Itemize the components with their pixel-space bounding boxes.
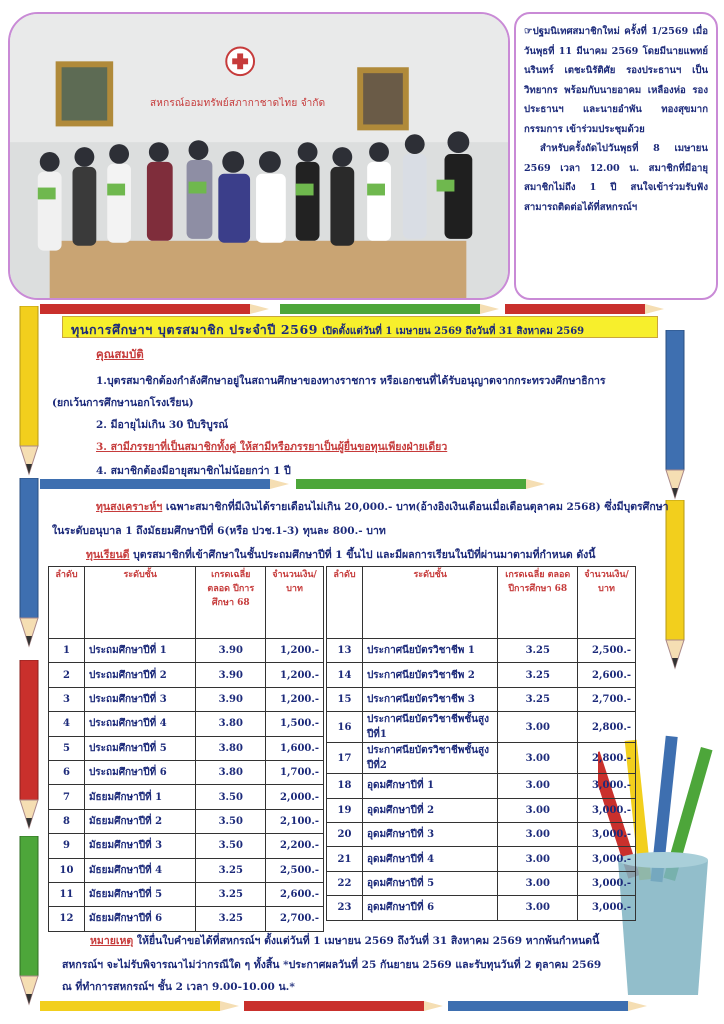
cell-amount: 2,800.- <box>578 712 636 743</box>
table-row <box>327 798 636 822</box>
table-row <box>327 871 636 895</box>
cell-gpa: 3.90 <box>196 639 266 663</box>
table-row <box>327 822 636 846</box>
cell-level: ประกาศนียบัตรวิชาชีพ 3 <box>362 687 498 711</box>
cell-gpa: 3.00 <box>498 774 578 798</box>
col-header-no: ลำดับ <box>49 567 85 639</box>
qualifications-heading: คุณสมบัติ <box>96 347 144 361</box>
qualification-4: 4. สมาชิกต้องมีอายุสมาชิกไม่น้อยกว่า 1 ปี <box>96 465 291 477</box>
table-row <box>49 736 324 760</box>
blue-pencil-right-icon <box>664 330 686 500</box>
cell-no: 20 <box>327 822 363 846</box>
merit-grant-text: บุตรสมาชิกที่เข้าศึกษาในชั้นประถมศึกษาปีที่ 1 ขึ้นไป และมีผลการเรียนในปีที่ผ่านมาตามที่กำหนด ดังนี้ <box>129 549 596 561</box>
cell-level: ประถมศึกษาปีที่ 3 <box>84 687 195 711</box>
cell-gpa: 3.25 <box>498 639 578 663</box>
scholarship-title: ทุนการศึกษาฯ บุตรสมาชิก ประจำปี 2569 <box>71 322 319 337</box>
cell-level: ประกาศนียบัตรวิชาชีพชั้นสูงปีที่2 <box>362 743 498 774</box>
qualification-1-note: (ยกเว้นการศึกษานอกโรงเรียน) <box>52 397 194 409</box>
cell-amount: 2,500.- <box>578 639 636 663</box>
red-pencil-icon <box>18 660 40 830</box>
table-row <box>49 639 324 663</box>
scholarship-table-left <box>48 566 324 932</box>
cell-level: อุดมศึกษาปีที่ 2 <box>362 798 498 822</box>
bottom-blue-pencil-icon <box>448 1000 648 1012</box>
welfare-grant-text-1: เฉพาะสมาชิกที่มีเงินได้รายเดือนไม่เกิน 20,000.- บาท(อ้างอิงเงินเดือนเมื่อเดือนตุลาคม 2568) ซึ่งมีบุตรศึกษา <box>162 501 669 513</box>
cell-amount: 3,000.- <box>578 774 636 798</box>
remark-line-2: สหกรณ์ฯ จะไม่รับพิจารณาไม่ว่ากรณีใด ๆ ทั้งสิ้น *ประกาศผลวันที่ 25 กันยายน 2569 และรับทุนวันที่ 2 ตุลาคม 2569 <box>62 959 602 971</box>
cell-amount: 2,200.- <box>266 834 324 858</box>
table-row <box>327 663 636 687</box>
cell-level: ประถมศึกษาปีที่ 4 <box>84 712 195 736</box>
cell-amount: 2,600.- <box>266 882 324 906</box>
cell-no: 19 <box>327 798 363 822</box>
qualification-3: 3. สามีภรรยาที่เป็นสมาชิกทั้งคู่ ให้สามีหรือภรรยาเป็นผู้ยื่นขอทุนเพียงฝ่ายเดียว <box>96 441 448 453</box>
cell-level: ประถมศึกษาปีที่ 2 <box>84 663 195 687</box>
cell-no: 9 <box>49 834 85 858</box>
group-photo <box>8 12 510 300</box>
horizontal-red-pencil-2-icon <box>505 303 665 315</box>
table-row <box>49 907 324 931</box>
cell-level: มัธยมศึกษาปีที่ 3 <box>84 834 195 858</box>
cell-gpa: 3.50 <box>196 834 266 858</box>
cell-no: 6 <box>49 760 85 784</box>
cell-no: 2 <box>49 663 85 687</box>
qualification-2: 2. มีอายุไม่เกิน 30 ปีบริบูรณ์ <box>96 419 229 431</box>
cell-no: 17 <box>327 743 363 774</box>
welfare-grant-label: ทุนสงเคราะห์ฯ <box>96 501 163 513</box>
cell-amount: 1,200.- <box>266 639 324 663</box>
cell-gpa: 3.00 <box>498 798 578 822</box>
cell-gpa: 3.25 <box>196 858 266 882</box>
cell-level: ประถมศึกษาปีที่ 6 <box>84 760 195 784</box>
cell-level: มัธยมศึกษาปีที่ 2 <box>84 809 195 833</box>
table-row <box>327 743 636 774</box>
merit-grant-label: ทุนเรียนดี <box>86 549 130 561</box>
qualification-1: 1.บุตรสมาชิกต้องกำลังศึกษาอยู่ในสถานศึกษาของทางราชการ หรือเอกชนที่ได้รับอนุญาตจากกระทรวงศึกษาธิการ <box>96 375 606 387</box>
notice-paragraph-2: สำหรับครั้งถัดไปวันพุธที่ 8 เมษายน 2569 เวลา 12.00 น. สมาชิกที่มีอายุสมาชิกไม่ถึง 1 ปี สนใจเข้าร่วมรับฟังสามารถติดต่อได้ที่สหกรณ์ฯ <box>524 143 708 213</box>
cell-amount: 2,600.- <box>578 663 636 687</box>
cell-amount: 2,700.- <box>266 907 324 931</box>
cell-amount: 1,200.- <box>266 663 324 687</box>
cell-amount: 3,000.- <box>578 822 636 846</box>
cell-no: 15 <box>327 687 363 711</box>
col-header-amount: จำนวนเงิน/ บาท <box>266 567 324 639</box>
cell-level: ประถมศึกษาปีที่ 5 <box>84 736 195 760</box>
scholarship-title-bar <box>62 316 658 338</box>
table-row <box>49 663 324 687</box>
cell-no: 3 <box>49 687 85 711</box>
cell-amount: 3,000.- <box>578 871 636 895</box>
col-header-gpa: เกรดเฉลี่ย ตลอด ปีการศึกษา 68 <box>196 567 266 639</box>
cell-gpa: 3.80 <box>196 736 266 760</box>
col-header-amount: จำนวนเงิน/ บาท <box>578 567 636 639</box>
horizontal-red-pencil-icon <box>40 303 270 315</box>
cell-gpa: 3.00 <box>498 896 578 920</box>
cell-no: 4 <box>49 712 85 736</box>
cell-gpa: 3.25 <box>498 687 578 711</box>
welfare-grant-text-2: ในระดับอนุบาล 1 ถึงมัธยมศึกษาปีที่ 6(หรือ ปวช.1-3) ทุนละ 800.- บาท <box>52 525 386 537</box>
blue-pencil-icon <box>18 478 40 648</box>
cell-no: 1 <box>49 639 85 663</box>
cell-amount: 2,000.- <box>266 785 324 809</box>
notice-paragraph-1: ☞ปฐมนิเทศสมาชิกใหม่ ครั้งที่ 1/2569 เมื่อวันพุธที่ 11 มีนาคม 2569 โดยมีนายแพทย์นรินทร์ เตชะนิรัติศัย รองประธานฯ เป็นวิทยากร พร้อมกับนายอาคม เหลืองห่อ รองประธานฯ และนายอำพัน ทองสุขมาก กรรมการ เข้าร่วมประชุมด้วย <box>524 26 708 135</box>
cell-no: 22 <box>327 871 363 895</box>
cell-amount: 2,500.- <box>266 858 324 882</box>
cell-level: ประกาศนียบัตรวิชาชีพชั้นสูงปีที่1 <box>362 712 498 743</box>
cell-level: อุดมศึกษาปีที่ 6 <box>362 896 498 920</box>
table-row <box>49 882 324 906</box>
scholarship-table-right <box>326 566 636 921</box>
table-row <box>327 896 636 920</box>
green-pencil-icon <box>18 836 40 1006</box>
cell-level: อุดมศึกษาปีที่ 1 <box>362 774 498 798</box>
scholarship-dates: เปิดตั้งแต่วันที่ 1 เมษายน 2569 ถึงวันที่ 31 สิงหาคม 2569 <box>322 326 585 337</box>
cell-no: 13 <box>327 639 363 663</box>
cell-gpa: 3.00 <box>498 712 578 743</box>
col-header-no: ลำดับ <box>327 567 363 639</box>
table-row <box>49 834 324 858</box>
orientation-notice <box>514 12 718 300</box>
table-row <box>327 687 636 711</box>
cell-gpa: 3.80 <box>196 712 266 736</box>
cell-no: 11 <box>49 882 85 906</box>
horizontal-blue-pencil-icon <box>40 478 290 490</box>
cell-gpa: 3.25 <box>196 907 266 931</box>
table-row <box>49 858 324 882</box>
remark-text-1: ให้ยื่นใบคำขอได้ที่สหกรณ์ฯ ตั้งแต่วันที่ 1 เมษายน 2569 ถึงวันที่ 31 สิงหาคม 2569 หากพ้นกำหนดนี้ <box>133 935 600 947</box>
table-row <box>327 774 636 798</box>
cell-gpa: 3.25 <box>196 882 266 906</box>
cell-level: ประถมศึกษาปีที่ 1 <box>84 639 195 663</box>
cell-level: มัธยมศึกษาปีที่ 1 <box>84 785 195 809</box>
group-photo-illustration <box>10 14 508 298</box>
office-sign: สหกรณ์ออมทรัพย์สภากาชาดไทย จำกัด <box>150 98 326 109</box>
cell-gpa: 3.00 <box>498 871 578 895</box>
cell-gpa: 3.50 <box>196 809 266 833</box>
cell-no: 8 <box>49 809 85 833</box>
cell-no: 10 <box>49 858 85 882</box>
table-row <box>49 712 324 736</box>
table-row <box>49 687 324 711</box>
cell-gpa: 3.00 <box>498 847 578 871</box>
cell-amount: 3,000.- <box>578 847 636 871</box>
cell-amount: 1,500.- <box>266 712 324 736</box>
cell-no: 12 <box>49 907 85 931</box>
remark-line-3: ณ ที่ทำการสหกรณ์ฯ ชั้น 2 เวลา 9.00-10.00 น.* <box>62 981 295 993</box>
cell-level: มัธยมศึกษาปีที่ 4 <box>84 858 195 882</box>
table-row <box>49 760 324 784</box>
cell-no: 18 <box>327 774 363 798</box>
cell-level: อุดมศึกษาปีที่ 5 <box>362 871 498 895</box>
cell-amount: 2,800.- <box>578 743 636 774</box>
col-header-level: ระดับชั้น <box>362 567 498 639</box>
cell-no: 21 <box>327 847 363 871</box>
remark-line-1 <box>90 932 599 949</box>
cell-gpa: 3.90 <box>196 663 266 687</box>
cell-no: 7 <box>49 785 85 809</box>
cell-level: มัธยมศึกษาปีที่ 5 <box>84 882 195 906</box>
cell-no: 5 <box>49 736 85 760</box>
cell-no: 23 <box>327 896 363 920</box>
cell-gpa: 3.25 <box>498 663 578 687</box>
cell-no: 14 <box>327 663 363 687</box>
col-header-gpa: เกรดเฉลี่ย ตลอด ปีการศึกษา 68 <box>498 567 578 639</box>
cell-amount: 3,000.- <box>578 798 636 822</box>
cell-amount: 1,700.- <box>266 760 324 784</box>
cell-no: 16 <box>327 712 363 743</box>
cell-gpa: 3.00 <box>498 822 578 846</box>
cell-gpa: 3.80 <box>196 760 266 784</box>
table-row <box>327 712 636 743</box>
cell-gpa: 3.50 <box>196 785 266 809</box>
yellow-pencil-right-icon <box>664 500 686 670</box>
merit-grant <box>86 546 595 563</box>
cell-amount: 3,000.- <box>578 896 636 920</box>
cell-level: อุดมศึกษาปีที่ 3 <box>362 822 498 846</box>
remark-label: หมายเหตุ <box>90 935 134 947</box>
bottom-yellow-pencil-icon <box>40 1000 240 1012</box>
cell-level: ประกาศนียบัตรวิชาชีพ 1 <box>362 639 498 663</box>
cell-amount: 1,200.- <box>266 687 324 711</box>
cell-amount: 2,700.- <box>578 687 636 711</box>
bottom-red-pencil-icon <box>244 1000 444 1012</box>
cell-gpa: 3.90 <box>196 687 266 711</box>
cell-level: ประกาศนียบัตรวิชาชีพ 2 <box>362 663 498 687</box>
table-row <box>49 785 324 809</box>
table-row <box>327 847 636 871</box>
welfare-grant <box>96 498 669 515</box>
cell-amount: 1,600.- <box>266 736 324 760</box>
cell-amount: 2,100.- <box>266 809 324 833</box>
cell-level: มัธยมศึกษาปีที่ 6 <box>84 907 195 931</box>
yellow-pencil-icon <box>18 306 40 476</box>
cell-level: อุดมศึกษาปีที่ 4 <box>362 847 498 871</box>
table-row <box>49 809 324 833</box>
cell-gpa: 3.00 <box>498 743 578 774</box>
horizontal-green-pencil-icon <box>280 303 500 315</box>
col-header-level: ระดับชั้น <box>84 567 195 639</box>
horizontal-green-pencil-2-icon <box>296 478 546 490</box>
table-row <box>327 639 636 663</box>
